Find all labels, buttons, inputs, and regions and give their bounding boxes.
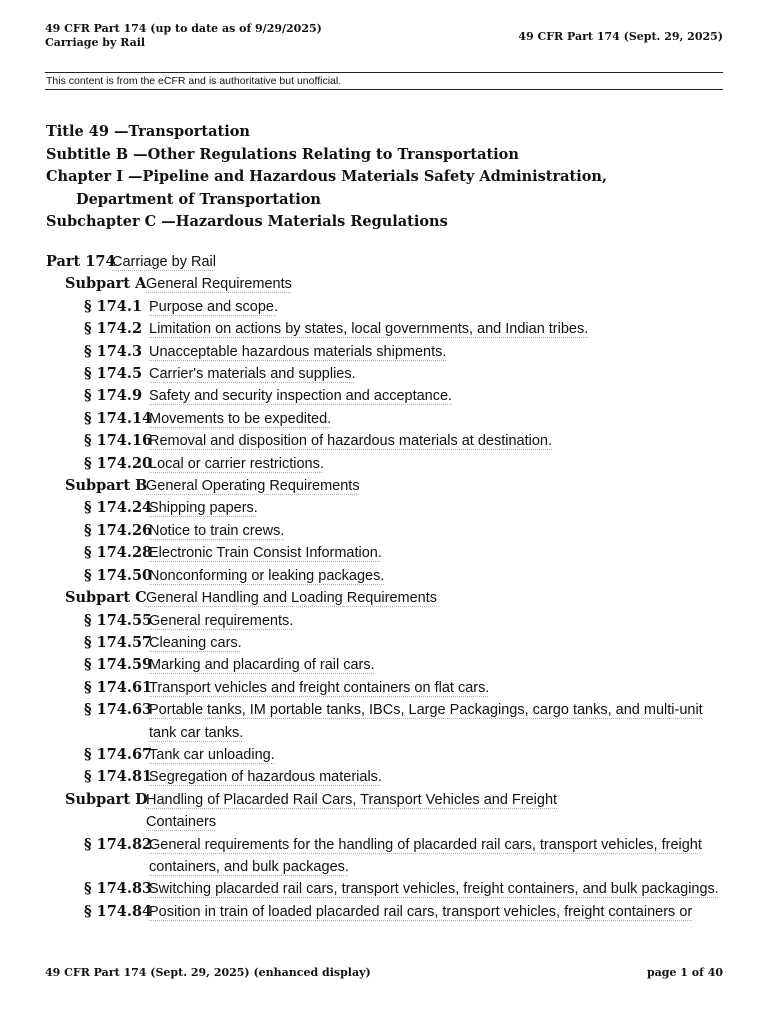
section-title-link[interactable]: Switching placarded rail cars, transport vehicles, freight containers, and bulk packagings. bbox=[149, 881, 719, 898]
title-heading: Title 49 —Transportation bbox=[46, 123, 250, 140]
toc-section-row bbox=[46, 632, 726, 654]
section-label: § 174.55 bbox=[84, 611, 153, 629]
toc-section-row bbox=[46, 520, 726, 542]
subpart-title-link[interactable]: General Handling and Loading Requirements bbox=[146, 590, 437, 607]
hierarchy-heading bbox=[46, 121, 686, 234]
section-label: § 174.14 bbox=[84, 409, 153, 427]
toc-section-row bbox=[46, 385, 726, 407]
disclaimer-banner: This content is from the eCFR and is authoritative but unofficial. bbox=[45, 72, 723, 90]
footer-citation: 49 CFR Part 174 (Sept. 29, 2025) (enhanced display) bbox=[45, 966, 371, 979]
toc-section-row bbox=[46, 341, 726, 363]
toc-section-row bbox=[46, 453, 726, 475]
section-label: § 174.50 bbox=[84, 566, 153, 584]
subtitle-heading: Subtitle B —Other Regulations Relating to Transportation bbox=[46, 145, 519, 163]
subpart-title-link[interactable]: General Requirements bbox=[146, 276, 292, 293]
toc-section-row bbox=[46, 542, 726, 564]
toc-section-row bbox=[46, 610, 726, 632]
toc-section-row bbox=[46, 497, 726, 519]
section-title-link[interactable]: Portable tanks, IM portable tanks, IBCs, Large Packagings, cargo tanks, and multi-unit tank car tanks. bbox=[149, 702, 703, 741]
toc-section-row bbox=[46, 408, 726, 430]
toc-section-row bbox=[46, 565, 726, 587]
toc-section-row bbox=[46, 318, 726, 340]
part-title-link[interactable]: Carriage by Rail bbox=[112, 254, 216, 270]
section-title-link[interactable]: Removal and disposition of hazardous materials at destination. bbox=[149, 433, 553, 450]
section-label: § 174.2 bbox=[84, 320, 143, 338]
subpart-title-link[interactable]: General Operating Requirements bbox=[146, 478, 360, 495]
section-label: § 174.24 bbox=[84, 499, 153, 517]
section-label: § 174.81 bbox=[84, 768, 153, 786]
section-title-link[interactable]: Position in train of loaded placarded rail cars, transport vehicles, freight containers or bbox=[149, 903, 693, 920]
section-label: § 174.57 bbox=[84, 633, 153, 651]
toc-section-row bbox=[46, 430, 726, 452]
section-title-link[interactable]: Nonconforming or leaking packages. bbox=[149, 567, 385, 584]
section-title-link[interactable]: Carrier's materials and supplies. bbox=[149, 366, 356, 383]
section-title-link[interactable]: Unacceptable hazardous materials shipments. bbox=[149, 343, 447, 360]
chapter-heading: Chapter I —Pipeline and Hazardous Materials Safety Administration, Department of Transportation bbox=[46, 168, 608, 208]
subpart-label: Subpart B bbox=[65, 477, 148, 495]
subpart-label: Subpart A bbox=[65, 275, 147, 293]
section-label: § 174.61 bbox=[84, 678, 153, 696]
subpart-label: Subpart C bbox=[65, 589, 147, 607]
toc-section-row bbox=[46, 878, 726, 900]
toc-subpart-row bbox=[46, 789, 726, 834]
running-header-left bbox=[45, 22, 322, 50]
section-label: § 174.9 bbox=[84, 387, 143, 405]
toc-section-row bbox=[46, 744, 726, 766]
toc-section-row bbox=[46, 901, 726, 923]
section-title-link[interactable]: Segregation of hazardous materials. bbox=[149, 769, 382, 786]
section-label: § 174.83 bbox=[84, 880, 153, 898]
section-label: § 174.63 bbox=[84, 701, 153, 719]
running-header-right: 49 CFR Part 174 (Sept. 29, 2025) bbox=[518, 30, 723, 43]
toc-section-row bbox=[46, 677, 726, 699]
section-title-link[interactable]: Movements to be expedited. bbox=[149, 410, 332, 427]
section-title-link[interactable]: Electronic Train Consist Information. bbox=[149, 545, 382, 562]
section-label: § 174.59 bbox=[84, 656, 153, 674]
section-label: § 174.20 bbox=[84, 454, 153, 472]
toc-section-row bbox=[46, 766, 726, 788]
section-title-link[interactable]: Transport vehicles and freight containers on flat cars. bbox=[149, 679, 490, 696]
section-title-link[interactable]: Safety and security inspection and acceptance. bbox=[149, 388, 453, 405]
header-part-title: Carriage by Rail bbox=[45, 36, 146, 49]
section-title-link[interactable]: Cleaning cars. bbox=[149, 634, 242, 651]
toc-section-row bbox=[46, 834, 726, 879]
part-label: Part 174 bbox=[46, 253, 116, 270]
section-label: § 174.84 bbox=[84, 902, 153, 920]
section-title-link[interactable]: General requirements for the handling of placarded rail cars, transport vehicles, freight containers, and bulk packages. bbox=[149, 836, 702, 875]
header-citation: 49 CFR Part 174 (up to date as of 9/29/2025) bbox=[45, 22, 322, 35]
section-title-link[interactable]: Tank car unloading. bbox=[149, 746, 275, 763]
section-label: § 174.26 bbox=[84, 521, 153, 539]
toc-part-row bbox=[46, 251, 726, 273]
subchapter-heading: Subchapter C —Hazardous Materials Regulations bbox=[46, 213, 448, 230]
section-title-link[interactable]: Purpose and scope. bbox=[149, 298, 278, 315]
section-title-link[interactable]: Notice to train crews. bbox=[149, 522, 285, 539]
section-label: § 174.3 bbox=[84, 342, 143, 360]
section-title-link[interactable]: General requirements. bbox=[149, 612, 294, 629]
table-of-contents bbox=[46, 251, 726, 923]
subpart-label: Subpart D bbox=[65, 790, 148, 808]
section-label: § 174.82 bbox=[84, 835, 153, 853]
toc-subpart-row bbox=[46, 273, 726, 295]
section-label: § 174.16 bbox=[84, 432, 153, 450]
subpart-title-link[interactable]: Handling of Placarded Rail Cars, Transport Vehicles and Freight Containers bbox=[146, 791, 558, 831]
toc-subpart-row bbox=[46, 587, 726, 609]
section-title-link[interactable]: Local or carrier restrictions. bbox=[149, 455, 324, 472]
toc-subpart-row bbox=[46, 475, 726, 497]
section-title-link[interactable]: Shipping papers. bbox=[149, 500, 258, 517]
page-number: page 1 of 40 bbox=[646, 966, 723, 979]
toc-section-row bbox=[46, 296, 726, 318]
toc-section-row bbox=[46, 654, 726, 676]
section-label: § 174.28 bbox=[84, 544, 153, 562]
section-label: § 174.1 bbox=[84, 297, 143, 315]
section-title-link[interactable]: Marking and placarding of rail cars. bbox=[149, 657, 375, 674]
toc-section-row bbox=[46, 363, 726, 385]
section-label: § 174.5 bbox=[84, 365, 143, 383]
toc-section-row bbox=[46, 699, 726, 744]
section-label: § 174.67 bbox=[84, 745, 153, 763]
section-title-link[interactable]: Limitation on actions by states, local governments, and Indian tribes. bbox=[149, 321, 589, 338]
